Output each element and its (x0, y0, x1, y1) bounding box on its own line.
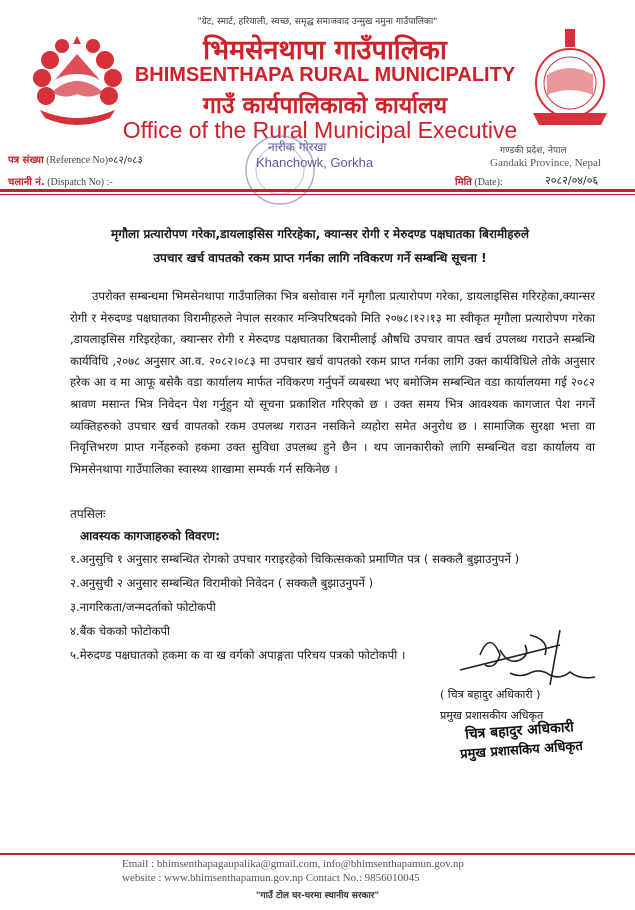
reference-value: ०८२/०८३ (108, 155, 143, 166)
subject-line-2: उपचार खर्च वापतको रकम प्राप्त गर्नका लागि नविकरण गर्ने सम्बन्धि सूचना ! (153, 251, 487, 265)
province-np: गण्डकी प्रदेश, नेपाल (500, 146, 567, 156)
date-label-np: मिति (455, 177, 472, 188)
stamp-text-line2: Khanchowk, Gorkha (256, 155, 374, 170)
nepal-emblem-icon (30, 30, 125, 130)
office-name-en: Office of the Rural Municipal Executive (122, 117, 518, 143)
signatory-name: ( चित्र बहादुर अधिकारी ) (440, 688, 541, 701)
date-label-en: (Date): (474, 177, 503, 188)
stamp-text-line1: नारीक गोरखा (268, 140, 327, 154)
subject-line-1: मृगौला प्रत्यारोपण गरेका,डायलाइसिस गरिरहेका, क्यान्सर रोगी र मेरुदण्ड पक्षघातका बिरामीहरुले (111, 227, 529, 241)
province-en: Gandaki Province, Nepal (490, 157, 601, 169)
reference-number (8, 152, 143, 166)
signatory-title: प्रमुख प्रशासकीय अधिकृत (440, 709, 544, 722)
municipality-name-en: BHIMSENTHAPA RURAL MUNICIPALITY (134, 64, 516, 86)
municipality-name-np: भिमसेनथापा गाउँपालिका (203, 35, 447, 66)
notice-subject (40, 222, 600, 270)
required-documents-heading: आवस्यक कागजाहरुको विवरण: (80, 529, 220, 543)
municipality-tagline: "ग्रेट, स्मार्ट, हरियाली, स्वच्छ, समृद्ध समाजवाद उन्मुख नमुना गाउँपालिका" (197, 17, 438, 27)
required-documents-list (70, 547, 520, 667)
date-value: २०८२/०४/०६ (545, 174, 599, 187)
signatory-stamp-name: चित्र बहादुर अधिकारी (464, 719, 575, 743)
dispatch-label-np: चलानी नं. (8, 177, 45, 188)
document-item: १.अनुसुचि १ अनुसार सम्बन्धित रोगको उपचार गराइरहेको चिकित्सकको प्रमाणित पत्र ( सक्कलै बुझाउनुपर्ने ) (70, 552, 520, 566)
contact-email: Email : bhimsenthapagaupalika@gmail.com, info@bhimsenthapamun.gov.np (122, 858, 464, 870)
reference-label-en: (Reference No) (46, 155, 109, 166)
attachments-label: तपसिलः (70, 507, 106, 521)
office-name-np: गाउँ कार्यपालिकाको कार्यालय (202, 93, 448, 119)
signatory-stamp-title: प्रमुख प्रशासकिय अधिकृत (459, 738, 584, 763)
handwritten-signature-icon (440, 625, 620, 695)
header-divider (0, 189, 635, 192)
footer-divider (0, 853, 635, 855)
footer-slogan: "गाउँ टोल घर-घरमा स्थानीय सरकार" (255, 891, 380, 901)
header-divider-thin (0, 194, 635, 195)
notice-body: उपरोक्त सम्बन्धमा भिमसेनथापा गाउँपालिका भित्र बसोवास गर्ने मृगौला प्रत्यारोपण गरेका, डायलाइसिस गरिरहेका,क्यान्सर रोगी र मेरुदण्ड पक्षघातका विरामीहरुले नेपाल सरकार मन्त्रिपरिषदको मिति २०७८।१२।१३ मा स्वीकृत मृगौला प्रत्यारोपण गरेका ,डायलाइसिस गरिइरहेका, क्यान्सर रोगी र मेरुदण्ड पक्षघातका बिरामीलाई औषधि उपचार वापत खर्च उपलब्ध गराउने सम्बन्धि कार्यविधि ,२०७८ अनुसार आ.व. २०८२।०८३ मा उपचार खर्च वापतको रकम प्राप्त गर्नका लागि उक्त कार्यविधिले तोके अनुसार हरेक आ व मा आफू बसेकै वडा कार्यालय मार्फत नविकरण गर्नुपर्ने व्यबस्था भए बमोजिम सम्बन्धित वडा कार्यालयमा गई २०८२ श्रावण मसान्त भित्र निवेदन पेश गर्नुहुन यो सूचना प्रकाशित गरिएको छ । उक्त समय भित्र आवश्यक कागजात पेश नगर्ने व्यक्तिहरुको उपचार खर्च वापतको रकम उपलब्ध गराउन नसकिने व्यहोरा समेत अनुरोध छ । सामाजिक सुरक्षा भत्ता वा निवृत्तिभरण प्राप्त गर्नेहरुको हकमा उक्त सुविधा उपलब्ध हुने छैन । थप जानकारीको लागि सम्बन्धित वडा कार्यालय वा भिमसेनथापा गाउँपालिका स्वास्थ्य शाखामा सम्पर्क गर्न सकिनेछ । (70, 289, 595, 476)
dispatch-number (8, 174, 113, 188)
document-item: ५.मेरुदण्ड पक्षघातको हकमा क वा ख वर्गको अपाङ्गता परिचय पत्रको फोटोकपी । (70, 648, 406, 662)
document-item: २.अनुसुची २ अनुसार सम्बन्धित विरामीको निवेदन ( सक्कलै बुझाउनुपर्ने ) (70, 576, 374, 590)
document-item: ४.बैंक चेकको फोटोकपी (70, 624, 171, 638)
document-item: ३.नागरिकता/जन्मदर्ताको फोटोकपी (70, 600, 216, 614)
contact-website: website : www.bhimsenthapamun.gov.np Contact No.: 9856010045 (122, 872, 420, 884)
reference-label-np: पत्र संख्या (8, 155, 44, 166)
dispatch-label-en: (Dispatch No) :- (47, 177, 113, 188)
date-label (455, 174, 503, 188)
